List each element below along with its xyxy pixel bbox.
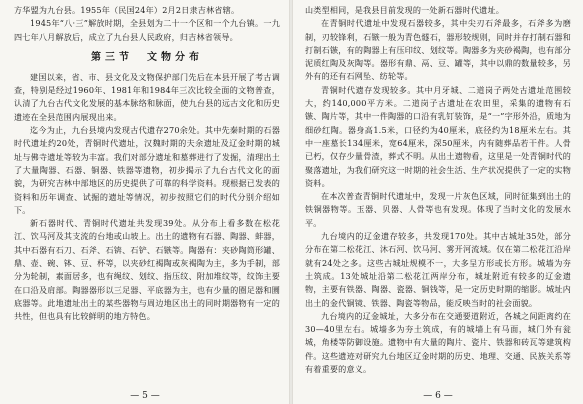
paragraph: 建国以来，省、市、县文化及文物保护部门先后在本县开展了考古调查，特别是经过1960年、1981年和1984年三次比较全面的文物普查，认清了九台古代文化发展的基本脉络和脉面，使九台县的远古文化和历史遗迹在全县范围内展现出来。	[14, 71, 280, 122]
page-number-left: — 5 —	[130, 391, 160, 401]
paragraph: 方华盟为九台县。1955年（民国24年）2月2日隶吉林省辖。	[14, 5, 240, 15]
right-body-paragraphs	[305, 4, 571, 376]
right-page	[293, 0, 583, 404]
paragraph: 1945年“八·三”解放时期，全县划为二十一个区和一个九台镇。一九四七年八月解放后，成立了九台县人民政府，归吉林省领导。	[14, 18, 280, 42]
paragraph: 九台境内的辽金城址，大多分布在交通要道附近，各城之间距离约在30—40里左右。城墙多为夯土筑成，有的城墙上有马面，城门外有瓮城，角楼等防御设施。遗物中有大量的陶片、瓷片、铁器和砖瓦等建筑构件。这些遗迹对研究九台地区辽金时期的历史、地理、交通、民族关系等有着重要的意义。	[305, 310, 571, 375]
paragraph: 迄今为止，九台县境内发现古代遗存270余处。其中先秦时期的石器时代遗址约20处，青铜时代遗址，汉魏时期的夫余遗址及辽金时期的城址与佛寺遗址等较为丰富。我们对部分遗址和墓葬进行了发掘，清理出土了大量陶器、石器、铜器、铁器等遗物，初步揭示了九台古代文化的面貌，为研究吉林中部地区的历史提供了可靠的科学资料。现根据已发表的资料和历年调查、试掘的遗址等情况，初步按照它们的时代分别介绍如下。	[14, 125, 280, 215]
paragraph: 在青铜时代遗址中发现石器较多，其中尖刃石斧最多，石斧多为磨制，刃较锋利，石镞一般为青色燧石，器形较规则，同时并存打制石器和打制石镞，有的陶器上有压印纹、划纹等。陶器多为夹砂褐陶，也有部分泥质红陶及灰陶等。器形有鼎、鬲、豆、罐等，其中以鼎的数量较多，另外有的还有石网坠、纺轮等。	[305, 18, 571, 82]
paragraph: 九台境内的辽金遗存较多，共发现170处。其中古城址35处，部分分布在第二松花江、沐石河、饮马河、雾开河流域。仅在第二松花江沿岸就有24处之多。这些古城址规模不一，大多呈方形或长方形。城墙为夯土筑成。13处城址沿第二松花江两岸分布，城址附近有较多的辽金遗物，主要有铁器、陶器、瓷器、铜钱等，是一定历史时期的缩影。城址内出土的金代铜镜、铁器、陶瓷等物品，能反映当时的社会面貌。	[305, 231, 571, 308]
left-body-paragraphs	[14, 71, 280, 324]
paragraph: 山类型相同，是我县目前发现的一处新石器时代遗址。	[305, 5, 505, 15]
paragraph: 青铜时代遗存发现较多。其中月牙城、二道岗子两处古遗址范围较大，约140,000平方米。二道岗子古遗址在农田里，采集的遗物有石镞、陶片等，其中一件陶器的口沿有乳钉装饰，是“一”字形外沿，质地为细砂红陶。器身高1.5米，口径约为40厘米，底径约为18厘米左右。其中一座墓长134厘米，宽64厘米，深50厘米，内有随葬品若干件。人骨已朽，仅存少量骨渣，葬式不明。从出土遗物看，这里是一处青铜时代的聚落遗址，为我们研究这一时期的社会生活、生产状况提供了一定的实物资料。	[305, 84, 571, 188]
left-page	[0, 0, 290, 404]
left-top-paragraphs	[14, 4, 280, 44]
section-heading: 第三节 文物分布	[91, 51, 203, 63]
page-number-right: — 6 —	[423, 391, 453, 401]
paragraph: 新石器时代、青铜时代遗址共发现39处。从分布上看多数在松花江、饮马河及其支流的台地或山坡上。出土的遗物有石器、陶器、蚌器，其中石器有石刀、石斧、石锛、石铲、石镞等。陶器有：夹砂陶筒形罐、鼎、壶、碗、钵、豆、杯等，以夹砂红褐陶或灰褐陶为主，多为手制，部分为轮制，素面居多，也有绳纹、划纹、指压纹、附加堆纹等，纹饰主要在口沿及肩部。陶器器形以三足器、平底器为主，也有少量的圈足器和圜底器等。此地遗址出土的某些器物与周边地区出土的同时期器物有一定的共性，但也具有比较鲜明的地方特色。	[14, 218, 280, 322]
paragraph: 在本次普查青铜时代遗址中，发现一片灰色区域，同时征集到出土的铁铜器物等。玉器、贝器、人骨等也有发现。体现了当时文化的发展水平。	[305, 191, 571, 228]
